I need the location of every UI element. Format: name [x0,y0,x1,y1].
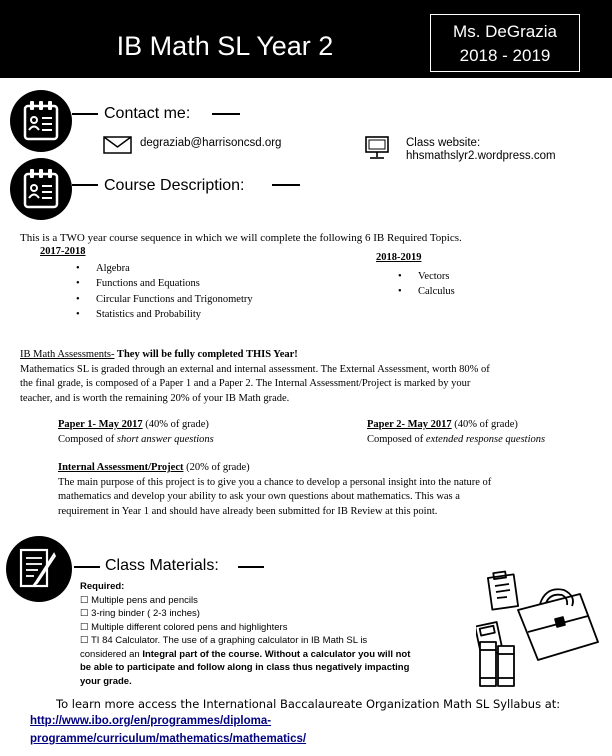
course-circle [10,158,72,220]
contact-heading: Contact me: [104,105,191,122]
syllabus-link-line-2[interactable]: programme/curriculum/mathematics/mathematics/ [30,733,307,745]
assessments-line-3: teacher, and is worth the remaining 20% of your IB Math grade. [20,392,290,404]
list-item: • Calculus [396,284,455,299]
paper1-weight: (40% of grade) [142,419,209,430]
course-heading: Course Description: [104,177,245,194]
paper1-block [58,418,214,447]
paper2-desc-prefix: Composed of [367,433,426,445]
list-item: • Circular Functions and Trigonometry [74,292,253,307]
assessments-line-1: Mathematics SL is graded through an external and internal assessment. The External Assessment, worth 80% of [20,363,490,375]
internal-title: Internal Assessment/Project [58,462,184,473]
materials-circle [6,536,72,602]
computer-icon [364,136,390,160]
internal-line-2: mathematics and develop your ability to ask your own questions about mathematics. This was a [58,491,460,502]
assessments-label: IB Math Assessments- [20,349,115,360]
syllabus-link [30,711,430,747]
list-item: ☐ 3-ring binder ( 2-3 inches) [80,608,200,619]
website-url[interactable]: hhsmathslyr2.wordpress.com [406,150,556,162]
list-item: • Functions and Equations [74,276,253,291]
clipboard-icon [23,169,59,209]
contact-circle [10,90,72,152]
list-item: • Statistics and Probability [74,307,253,322]
required-label: Required: [80,581,125,592]
paper2-title: Paper 2- May 2017 [367,419,452,430]
list-item: ☐ TI 84 Calculator. The use of a graphing calculator in IB Math SL is [80,635,368,646]
course-title: IB Math SL Year 2 [116,31,334,61]
footer-text: To learn more access the International Baccalaureate Organization Math SL Syllabus at: [56,697,561,711]
checkbox-icon[interactable]: ☐ [80,635,89,646]
paper2-weight: (40% of grade) [451,419,518,430]
clipboard-icon [23,101,59,141]
school-year: 2018 - 2019 [459,46,551,65]
internal-line-3: requirement in Year 1 and should have already been submitted for IB Review at this point. [58,505,438,517]
list-item: • Algebra [74,261,253,276]
checkbox-icon[interactable]: ☐ [80,621,89,633]
assessments-line-2: the final grade, is composed of a Paper 1 and a Paper 2. The Internal Assessment/Project is marked by your [20,378,471,389]
envelope-icon [103,136,132,154]
contact-rule-left [72,113,98,115]
course-rule-left [72,184,98,186]
course-intro: This is a TWO year course sequence in which we will complete the following 6 IB Required Topics. [20,232,462,244]
internal-line-1: The main purpose of this project is to give you a chance to develop a personal insight into the nature of [58,476,492,488]
paper1-title: Paper 1- May 2017 [58,419,143,430]
year2-topics [396,269,455,300]
school-supplies-illustration [476,570,604,692]
paper1-desc-em: short answer questions [116,433,214,445]
checkbox-icon[interactable]: ☐ [80,594,89,606]
year2-label: 2018-2019 [376,252,422,263]
checkbox-icon[interactable]: ☐ [80,608,89,619]
website-label: Class website: [406,137,481,149]
teacher-name: Ms. DeGrazia [453,22,557,41]
materials-rule-right [238,566,264,568]
paper1-desc-prefix: Composed of [58,433,117,445]
syllabus-link-line-1[interactable]: http://www.ibo.org/en/programmes/diploma- [30,715,272,727]
assessments-emphasis: They will be fully completed THIS Year! [114,349,298,360]
paper2-block [367,418,545,447]
materials-rule-left [74,566,100,568]
materials-list: Required: ☐ Multiple pens and pencils ☐ 3-ring binder ( 2-3 inches) ☐ Multiple different colored pens and highlighters ☐ TI 84 Calculator. The use of a graphing calculator in IB Math SL is considered an Integral part of the course. Without a calculator you will not be able to participate and follow along in class thus negatively impacting your grade. [80,580,472,688]
year1-label: 2017-2018 [40,246,86,257]
materials-heading: Class Materials: [105,557,219,574]
internal-block [58,461,598,519]
checklist-pencil-icon [18,548,58,590]
contact-rule-right [212,113,240,115]
list-item: ☐ Multiple pens and pencils [80,594,198,606]
assessments-paragraph [20,348,590,406]
internal-weight: (20% of grade) [183,462,250,473]
year1-topics [74,261,253,322]
paper2-desc-em: extended response questions [425,433,546,445]
course-rule-right [272,184,300,186]
contact-email[interactable]: degraziab@harrisoncsd.org [140,137,282,149]
list-item: • Vectors [396,269,455,284]
list-item: ☐ Multiple different colored pens and highlighters [80,621,288,633]
